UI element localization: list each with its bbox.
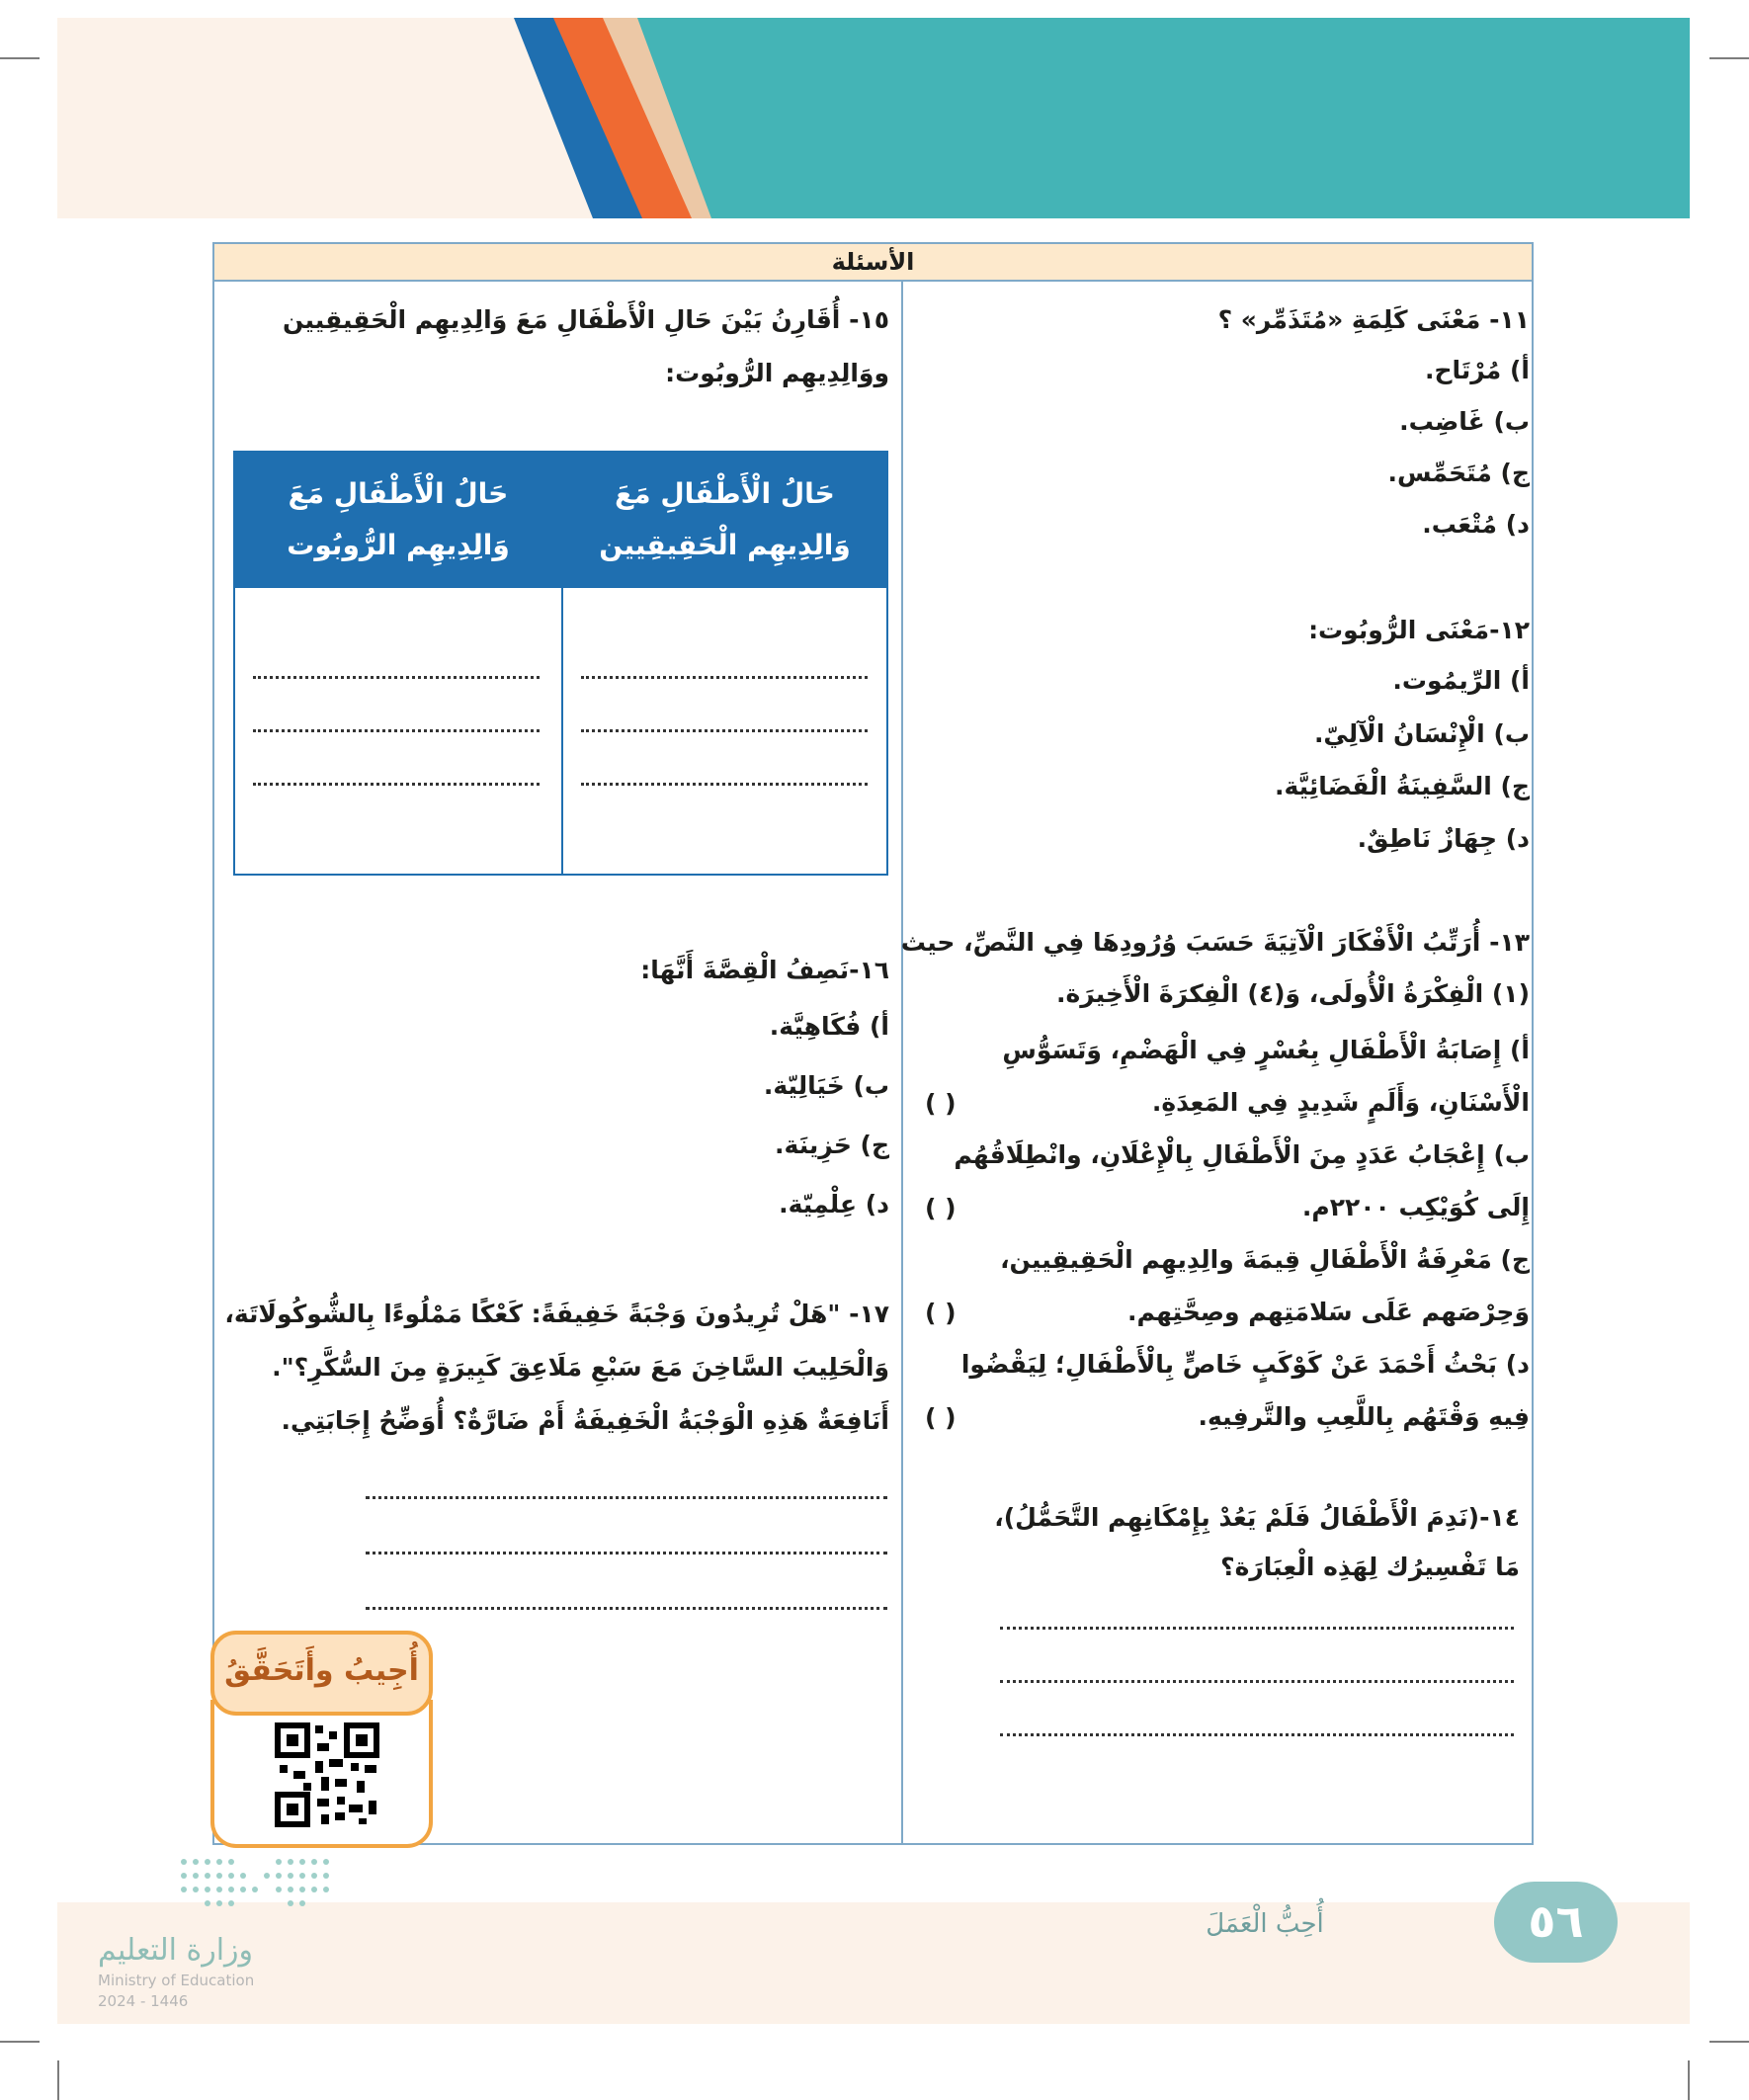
q13-answer-box-c[interactable]: ( )	[925, 1299, 957, 1327]
q12-stem: ١٢-مَعْنَى الرُّوبُوت:	[1308, 616, 1530, 644]
q11-option-b[interactable]: ب) غَاضِب.	[1399, 407, 1530, 436]
questions-title: الأسئلة	[214, 244, 1532, 282]
crop-mark	[1709, 2041, 1749, 2043]
edition-year: 2024 - 1446	[98, 1992, 189, 2010]
q14-answer-line[interactable]	[1000, 1680, 1514, 1683]
table-divider	[561, 453, 563, 874]
table-header-robot-parents: حَالُ الْأَطْفَالِ مَعَ وَالِدِيهِم الرُّوبُوت	[235, 453, 561, 588]
table-answer-line[interactable]	[253, 729, 540, 732]
q13-answer-box-b[interactable]: ( )	[925, 1194, 957, 1222]
q13-item-b: ب) إِعْجَابُ عَدَدٍ مِنَ الْأَطْفَالِ بِالْإِعْلَانِ، وانْطِلَاقُهُم إِلَى كُوَيْكِب ٢٢٠٠م.	[954, 1140, 1530, 1221]
q15-stem-line2: ووَالِدِيهِم الرُّوبُوت:	[665, 359, 889, 387]
ministry-logo-dots-icon	[178, 1854, 356, 1913]
q17-quote: ١٧- "هَلْ تُرِيدُونَ وَجْبَةً خَفِيفَةً: كَعْكًا مَمْلُوءًا بِالشُّوكُولَاتَة،	[224, 1300, 889, 1328]
q12-option-c[interactable]: ج) السَّفِينَةُ الْفَضَائِيَّة.	[1274, 772, 1530, 800]
q17-question: أَنَافِعَةٌ هَذِهِ الْوَجْبَةُ الْخَفِيفَةُ أَمْ ضَارَّةٌ؟ أُوَضِّحُ إِجَابَتِي.	[281, 1406, 889, 1435]
q16-option-a[interactable]: أ) فُكَاهِيَّة.	[769, 1012, 889, 1041]
q12-option-a[interactable]: أ) الرِّيمُوت.	[1392, 666, 1530, 695]
q13-item-d: د) بَحْثُ أَحْمَدَ عَنْ كَوْكَبٍ خَاصٍّ بِالْأَطْفَالِ؛ لِيَقْضُوا فِيهِ وَقْتَهُم بِاللَّعِبِ والتَّرفِيهِ.	[960, 1350, 1530, 1431]
q12-option-d[interactable]: د) جِهَازٌ نَاطِقٌ.	[1357, 824, 1530, 853]
q13-answer-box-d[interactable]: ( )	[925, 1403, 957, 1432]
q14-answer-line[interactable]	[1000, 1733, 1514, 1736]
table-header-real-parents: حَالُ الْأَطْفَالِ مَعَ وَالِدِيهِم الْحَقِيقِيين	[563, 453, 886, 588]
column-divider	[901, 282, 903, 1843]
crop-mark	[1688, 2060, 1690, 2100]
ministry-name-arabic: وزارة التعليم	[98, 1933, 254, 1968]
qr-panel	[210, 1700, 433, 1848]
q11-stem: ١١- مَعْنَى كَلِمَةِ «مُتَذَمِّر» ؟	[1217, 305, 1530, 334]
q13-answer-box-a[interactable]: ( )	[925, 1089, 957, 1118]
q13-item-a: أ) إِصَابَةُ الْأَطْفَالِ بِعُسْرٍ فِي الْهَضْمِ، وَتَسَوُّسِ الْأَسْنَانِ، وَأَلَمٍ شَدِيدٍ فِي المَعِدَةِ.	[1002, 1036, 1530, 1117]
header-stripes-graphic	[0, 0, 1749, 227]
q13-stem: ١٣- أُرَتِّبُ الْأَفْكَارَ الْآتِيَةَ حَسَبَ وُرُودِهَا فِي النَّصِّ، حيث	[900, 928, 1530, 957]
table-answer-line[interactable]	[253, 783, 540, 786]
q16-option-c[interactable]: ج) حَزِينَة.	[775, 1131, 889, 1159]
running-title: أُحِبُّ الْعَمَلَ	[1206, 1909, 1324, 1939]
q16-option-b[interactable]: ب) خَيَالِيّة.	[763, 1071, 889, 1100]
crop-mark	[57, 2060, 59, 2100]
q16-option-d[interactable]: د) عِلْمِيّة.	[779, 1190, 889, 1218]
q11-option-d[interactable]: د) مُتْعَب.	[1422, 510, 1530, 539]
comparison-table	[233, 451, 888, 876]
q13-stem-line2: (١) الْفِكْرَةُ الْأُولَى، وَ(٤) الْفِكرَةَ الْأَخِيرَة.	[1055, 979, 1530, 1008]
q11-option-a[interactable]: أ) مُرْتَاح.	[1424, 356, 1530, 384]
table-answer-line[interactable]	[581, 783, 868, 786]
q13-item-c: ج) مَعْرِفَةُ الْأَطْفَالِ قِيمَةَ والِدِيهِم الْحَقِيقِيين، وَحِرْصَهم عَلَى سَلامَتِهم وصِحَّتِهم.	[1000, 1245, 1530, 1326]
footer-band	[57, 1902, 1690, 2024]
table-answer-line[interactable]	[581, 676, 868, 679]
q11-option-c[interactable]: ج) مُتَحَمِّس.	[1387, 459, 1530, 487]
q14-stem: ١٤-(نَدِمَ الْأَطْفَالُ فَلَمْ يَعُدْ بِإِمْكَانِهِم التَّحَمُّلُ)،	[994, 1503, 1520, 1532]
ministry-name-english: Ministry of Education	[98, 1972, 255, 1989]
answer-check-badge[interactable]	[210, 1631, 433, 1848]
q12-option-b[interactable]: ب) الْإِنْسَانُ الْآلِيّ.	[1313, 719, 1530, 748]
crop-mark	[0, 2041, 40, 2043]
table-answer-line[interactable]	[581, 729, 868, 732]
qr-code-icon[interactable]	[274, 1722, 380, 1828]
q15-stem: ١٥- أُقَارِنُ بَيْنَ حَالِ الْأَطْفَالِ مَعَ وَالِدِيهِم الْحَقِيقِيين	[283, 305, 889, 334]
q14-answer-line[interactable]	[1000, 1627, 1514, 1630]
q17-answer-line[interactable]	[366, 1552, 887, 1554]
q17-answer-line[interactable]	[366, 1496, 887, 1499]
q17-quote-line2: وَالْحَلِيبَ السَّاخِنَ مَعَ سَبْعِ مَلَاعِقَ كَبِيرَةٍ مِنَ السُّكَّرِ؟".	[272, 1353, 889, 1382]
q14-stem-line2: مَا تَفْسِيرُك لِهَذِه الْعِبَارَة؟	[1220, 1553, 1520, 1581]
q17-answer-line[interactable]	[366, 1607, 887, 1610]
answer-check-label: أُجِيبُ وأَتَحَقَّقُ	[210, 1631, 433, 1716]
page-number: ٥٦	[1494, 1882, 1618, 1963]
table-answer-line[interactable]	[253, 676, 540, 679]
q16-stem: ١٦-نَصِفُ الْقِصَّةَ أَنَّهَا:	[640, 956, 889, 984]
